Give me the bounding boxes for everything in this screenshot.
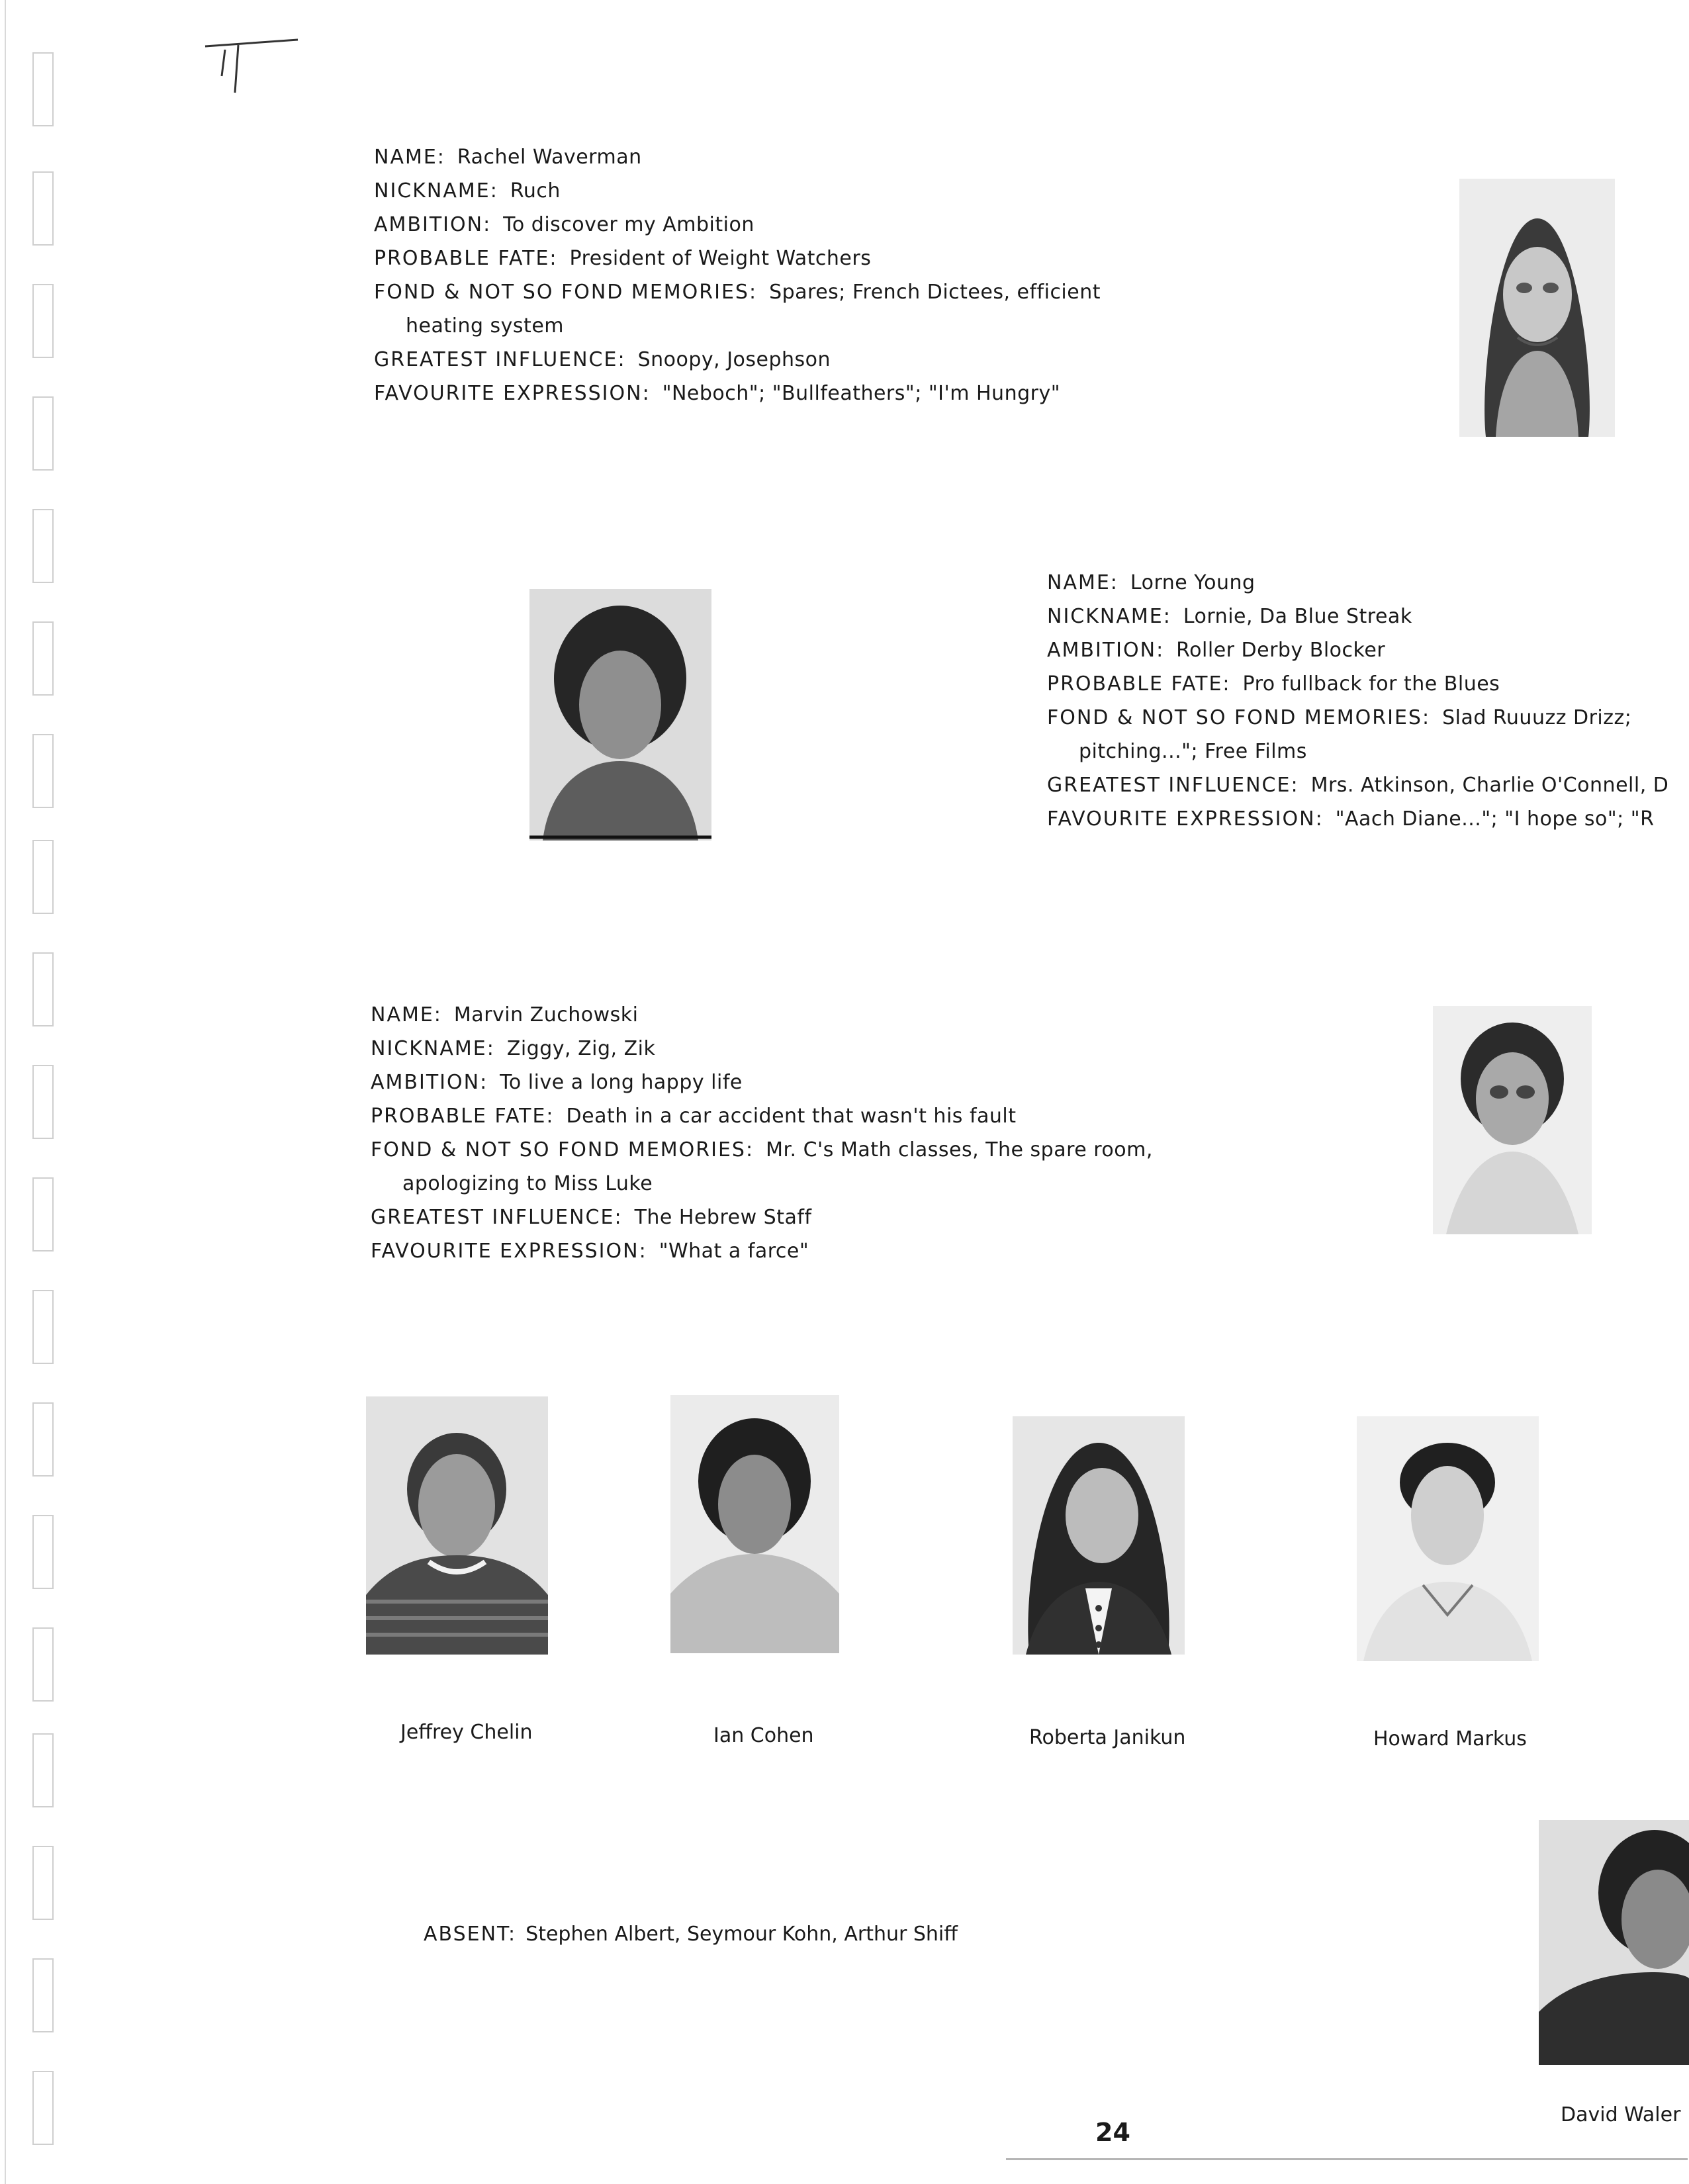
- nickname-label: NICKNAME:: [1047, 605, 1171, 628]
- profile-lorne-young: [1047, 566, 1668, 836]
- expression-label: FAVOURITE EXPRESSION:: [371, 1240, 647, 1263]
- name-value: Marvin Zuchowski: [453, 1003, 639, 1026]
- expression-value: "Aach Diane..."; "I hope so"; "R: [1335, 807, 1655, 831]
- probable-fate-label: PROBABLE FATE:: [1047, 672, 1231, 696]
- page-number: 24: [1095, 2118, 1130, 2147]
- expression-label: FAVOURITE EXPRESSION:: [1047, 807, 1324, 831]
- ambition-value: To discover my Ambition: [503, 213, 754, 236]
- expression-value: "What a farce": [659, 1240, 809, 1263]
- memories-value: Slad Ruuuzz Drizz;: [1442, 706, 1632, 729]
- photo-jeffrey-chelin: [366, 1396, 548, 1655]
- photo-roberta-janikun: [1013, 1416, 1185, 1655]
- photo-marvin-zuchowski: [1433, 1006, 1592, 1234]
- name-value: Rachel Waverman: [457, 146, 642, 169]
- nickname-value: Lornie, Da Blue Streak: [1183, 605, 1412, 628]
- caption-howard-markus: Howard Markus: [1373, 1727, 1527, 1751]
- influence-label: GREATEST INFLUENCE:: [371, 1206, 623, 1229]
- probable-fate-value: Death in a car accident that wasn't his fault: [566, 1105, 1017, 1128]
- memories-label: FOND & NOT SO FOND MEMORIES:: [371, 1138, 754, 1161]
- caption-roberta-janikun: Roberta Janikun: [1029, 1726, 1186, 1749]
- expression-label: FAVOURITE EXPRESSION:: [374, 382, 651, 405]
- absent-names: Stephen Albert, Seymour Kohn, Arthur Shiff: [525, 1923, 958, 1946]
- bottom-scan-rule: [1006, 2156, 1688, 2163]
- memories-value-continued: heating system: [406, 314, 565, 338]
- probable-fate-label: PROBABLE FATE:: [374, 247, 558, 270]
- photo-howard-markus: [1357, 1416, 1539, 1661]
- influence-value: Snoopy, Josephson: [637, 348, 831, 371]
- caption-jeffrey-chelin: Jeffrey Chelin: [400, 1721, 533, 1744]
- probable-fate-label: PROBABLE FATE:: [371, 1105, 555, 1128]
- name-label: NAME:: [1047, 571, 1118, 594]
- caption-ian-cohen: Ian Cohen: [713, 1724, 814, 1747]
- nickname-label: NICKNAME:: [371, 1037, 495, 1060]
- ambition-label: AMBITION:: [371, 1071, 488, 1094]
- memories-label: FOND & NOT SO FOND MEMORIES:: [374, 281, 758, 304]
- photo-david-waler: [1539, 1820, 1689, 2065]
- name-label: NAME:: [374, 146, 445, 169]
- photo-ian-cohen: [670, 1395, 839, 1653]
- photo-lorne-young: [529, 589, 711, 841]
- nickname-label: NICKNAME:: [374, 179, 498, 203]
- photo-rachel-waverman: [1459, 179, 1615, 437]
- influence-value: The Hebrew Staff: [634, 1206, 812, 1229]
- absent-list: [424, 1923, 958, 1946]
- nickname-value: Ziggy, Zig, Zik: [506, 1037, 656, 1060]
- probable-fate-value: Pro fullback for the Blues: [1242, 672, 1500, 696]
- memories-label: FOND & NOT SO FOND MEMORIES:: [1047, 706, 1431, 729]
- ambition-label: AMBITION:: [1047, 639, 1165, 662]
- profile-rachel-waverman: [374, 140, 1101, 410]
- probable-fate-value: President of Weight Watchers: [569, 247, 872, 270]
- memories-value: Mr. C's Math classes, The spare room,: [766, 1138, 1153, 1161]
- influence-label: GREATEST INFLUENCE:: [1047, 774, 1299, 797]
- influence-label: GREATEST INFLUENCE:: [374, 348, 626, 371]
- binding-strip: [0, 0, 73, 2184]
- profile-marvin-zuchowski: [371, 998, 1153, 1268]
- ambition-label: AMBITION:: [374, 213, 492, 236]
- caption-david-waler: David Waler: [1561, 2103, 1681, 2126]
- absent-label: ABSENT:: [424, 1923, 517, 1946]
- nickname-value: Ruch: [510, 179, 561, 203]
- name-value: Lorne Young: [1130, 571, 1255, 594]
- memories-value: Spares; French Dictees, efficient: [769, 281, 1101, 304]
- name-label: NAME:: [371, 1003, 442, 1026]
- memories-value-continued: pitching..."; Free Films: [1079, 740, 1307, 763]
- ambition-value: Roller Derby Blocker: [1176, 639, 1386, 662]
- ambition-value: To live a long happy life: [500, 1071, 743, 1094]
- memories-value-continued: apologizing to Miss Luke: [402, 1172, 653, 1195]
- expression-value: "Neboch"; "Bullfeathers"; "I'm Hungry": [662, 382, 1061, 405]
- influence-value: Mrs. Atkinson, Charlie O'Connell, D: [1310, 774, 1669, 797]
- crop-mark: [199, 20, 311, 99]
